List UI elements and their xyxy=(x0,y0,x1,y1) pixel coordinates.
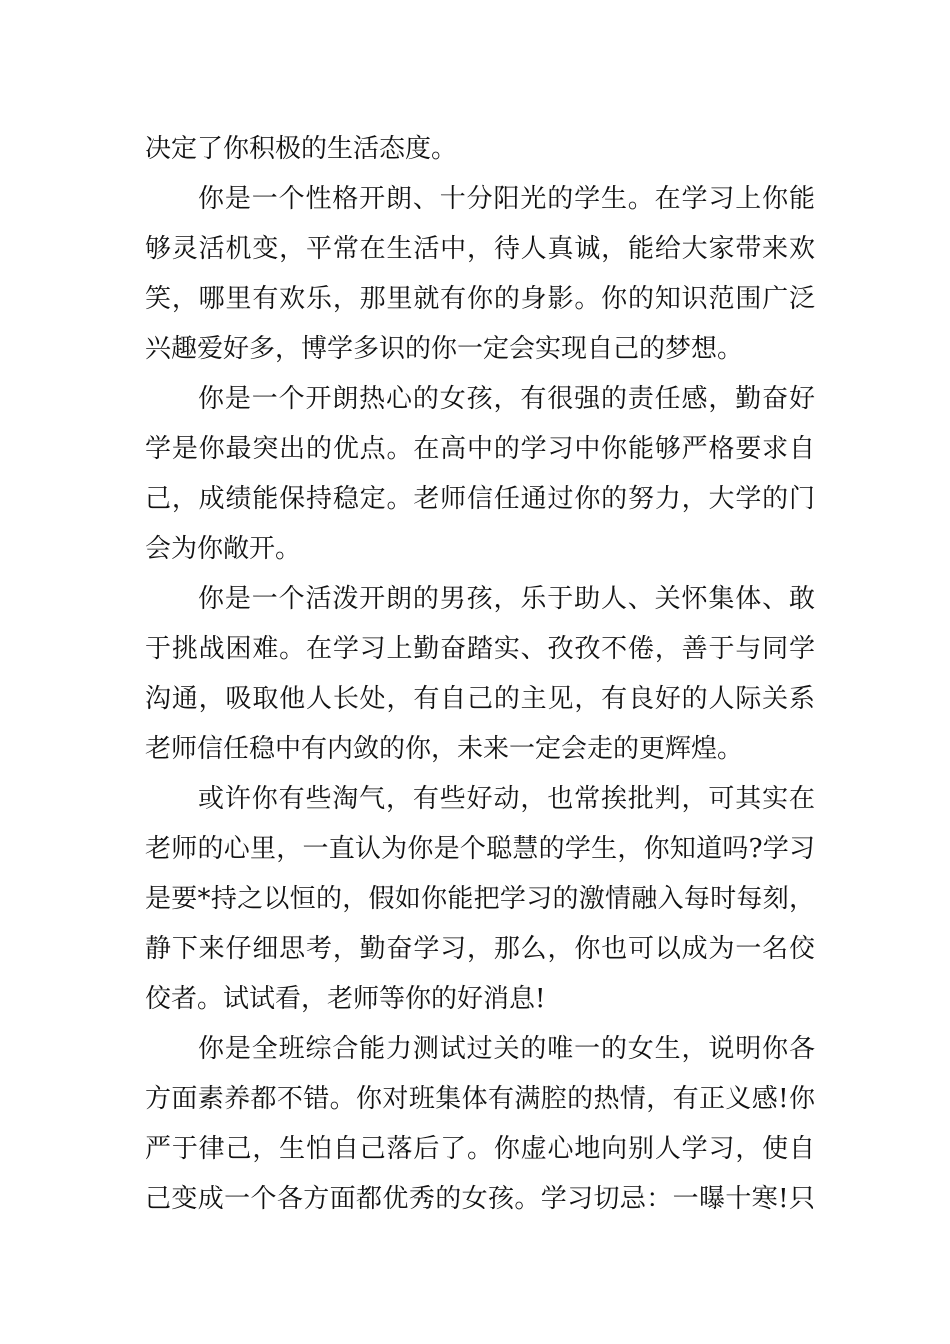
text-line: 兴趣爱好多，博学多识的你一定会实现自己的梦想。 xyxy=(145,334,744,364)
paragraph-first-line: 你是一个性格开朗、十分阳光的学生。在学习上你能 xyxy=(198,184,815,214)
text-line: 决定了你积极的生活态度。 xyxy=(145,134,458,164)
text-line: 严于律己，生怕自己落后了。你虚心地向别人学习，使自 xyxy=(145,1134,815,1164)
text-line: 己变成一个各方面都优秀的女孩。学习切忌：一曝十寒!只 xyxy=(145,1184,815,1214)
text-line: 够灵活机变，平常在生活中，待人真诚，能给大家带来欢 xyxy=(145,234,815,264)
paragraph-first-line: 你是全班综合能力测试过关的唯一的女生，说明你各 xyxy=(198,1034,815,1064)
paragraph-first-line: 你是一个活泼开朗的男孩，乐于助人、关怀集体、敢 xyxy=(198,584,815,614)
text-line: 学是你最突出的优点。在高中的学习中你能够严格要求自 xyxy=(145,434,815,464)
text-line: 方面素养都不错。你对班集体有满腔的热情，有正义感!你 xyxy=(145,1084,815,1114)
text-line: 会为你敞开。 xyxy=(145,534,302,564)
text-line: 老师的心里，一直认为你是个聪慧的学生，你知道吗?学习 xyxy=(145,834,815,864)
text-line: 是要*持之以恒的，假如你能把学习的激情融入每时每刻， xyxy=(145,884,815,914)
paragraph-first-line: 或许你有些淘气，有些好动，也常挨批判，可其实在 xyxy=(198,784,815,814)
text-line: 笑，哪里有欢乐，那里就有你的身影。你的知识范围广泛 xyxy=(145,284,815,314)
text-line: 佼者。试试看，老师等你的好消息! xyxy=(145,984,546,1014)
text-line: 静下来仔细思考，勤奋学习，那么，你也可以成为一名佼 xyxy=(145,934,815,964)
text-line: 老师信任稳中有内敛的你，未来一定会走的更辉煌。 xyxy=(145,734,744,764)
text-line: 己，成绩能保持稳定。老师信任通过你的努力，大学的门 xyxy=(145,484,815,514)
text-line: 于挑战困难。在学习上勤奋踏实、孜孜不倦，善于与同学 xyxy=(145,634,815,664)
paragraph-first-line: 你是一个开朗热心的女孩，有很强的责任感，勤奋好 xyxy=(198,384,815,414)
text-line: 沟通，吸取他人长处，有自己的主见，有良好的人际关系 xyxy=(145,684,815,714)
